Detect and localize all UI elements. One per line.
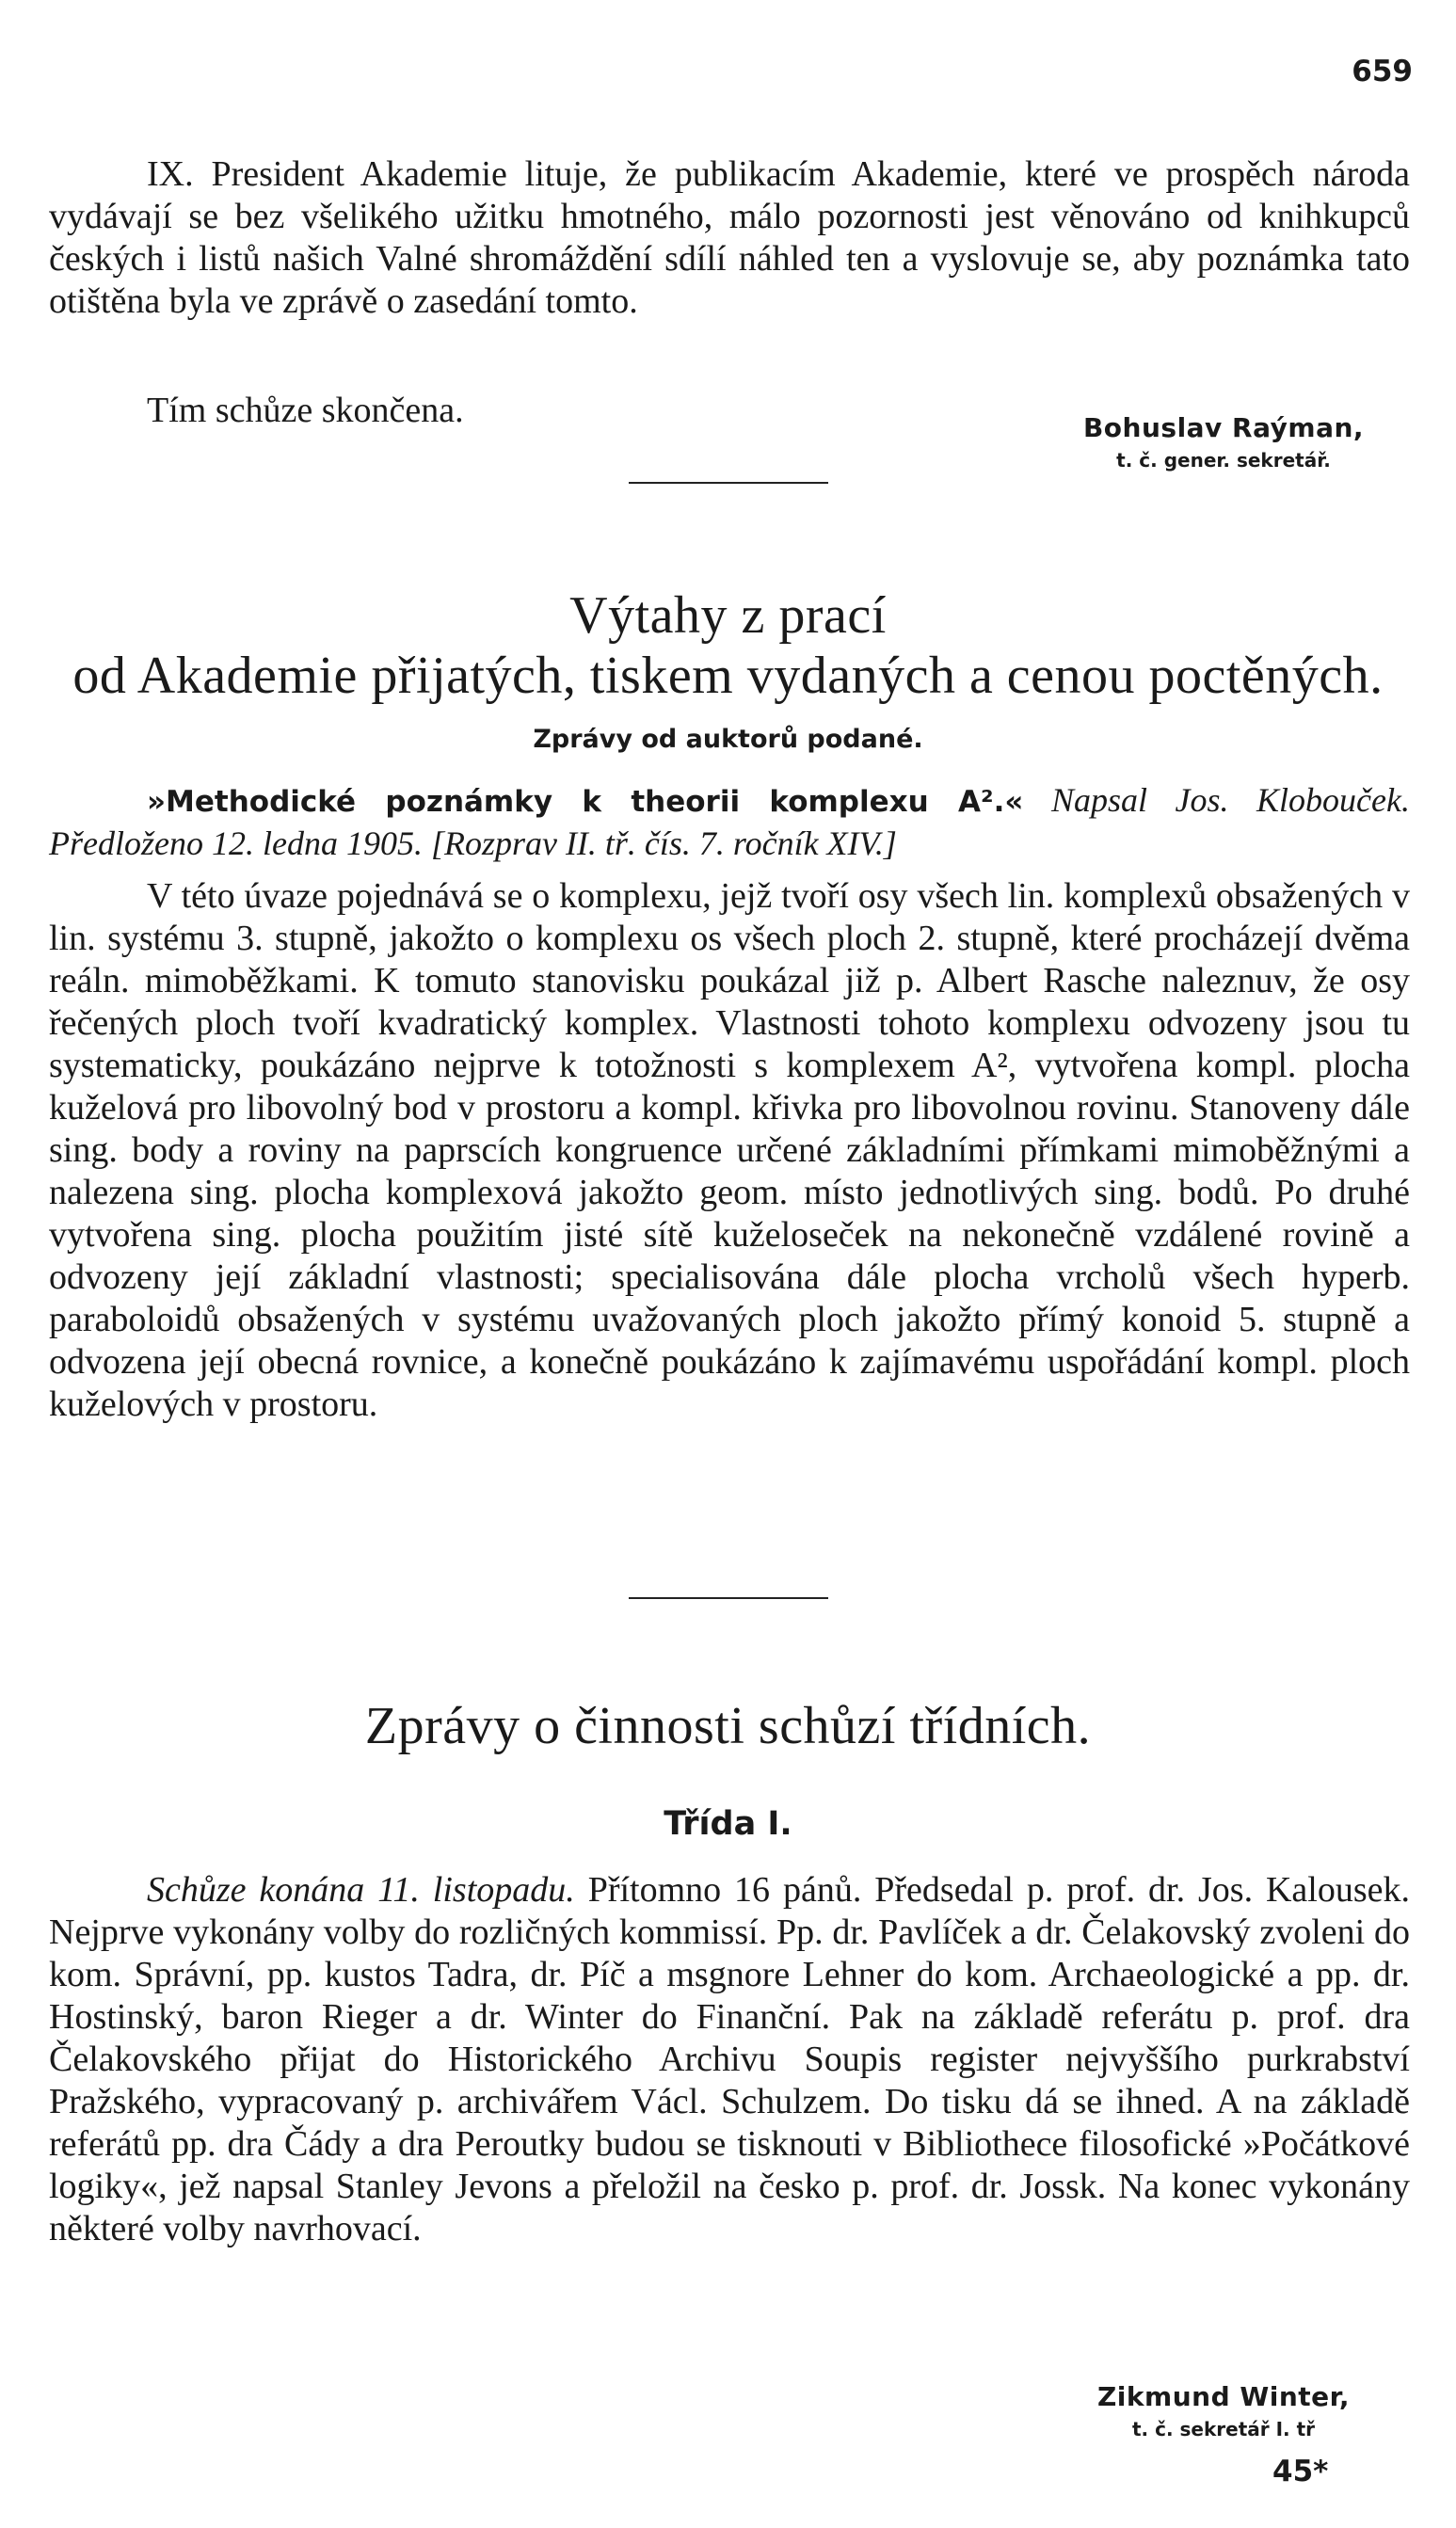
- signature-title: t. č. gener. sekretář.: [1116, 449, 1331, 472]
- session-body: Přítomno 16 pánů. Předsedal p. prof. dr. Jos. Kalousek. Nejprve vykonány volby do rozličných kommissí. Pp. dr. Pavlíček a dr. Čelakovský zvoleni do kom. Správní, pp. kustos Tadra, dr. Píč a msgnore Lehner do kom. Archaeologické a pp. dr. Hostinský, baron Rieger a dr. Winter do Finanční. Pak na základě referátu p. prof. dra Čelakovského přijat do Historického Archivu Soupis register nejvyššího purkrabství Pražského, vypracovaný p. archivářem Václ. Schulzem. Do tisku dá se ihned. A na základě referátů pp. dra Čády a dra Peroutky budou se tisknouti v Bibliothece filosofické »Počátkové logiky«, jež napsal Stanley Jevons a přeložil na česko p. prof. dr. Jossk. Na konec vykonány některé volby navrhovací.: [49, 1870, 1411, 2248]
- signature-block-secretary: [1035, 412, 1412, 472]
- president-paragraph: [49, 153, 1410, 323]
- folio-mark: 45*: [1272, 2455, 1329, 2488]
- abstract-paragraph: [49, 875, 1410, 1426]
- signature-name: Zikmund Winter,: [1097, 2381, 1350, 2412]
- abstract-text: V této úvaze pojednává se o komplexu, jejž tvoří osy všech lin. komplexů obsažených v lin. systému 3. stupně, jakožto o komplexu os všech ploch 2. stupně, které procházejí dvěma reáln. mimoběžkami. K tomuto stanovisku poukázal již p. Albert Rasche naleznuv, že osy řečených ploch tvoří kvadratický komplex. Vlastnosti tohoto komplexu odvozeny jsou tu systematicky, poukázáno nejprve k totožnosti s komplexem A², vytvořena kompl. plocha kuželová pro libovolný bod v prostoru a kompl. křivka pro libovolnou rovinu. Stanoveny dále sing. body a roviny na paprscích kongruence určené základními přímkami mimoběžnými a nalezena sing. plocha komplexová jakožto geom. místo jednotlivých sing. bodů. Po druhé vytvořena sing. plocha použitím jisté sítě kuželoseček na nekonečně vzdálené rovině a odvozeny její základní vlastnosti; specialisována dále plocha vrcholů všech hyperb. paraboloidů obsažených v systému uvažovaných ploch jakožto přímý konoid 5. stupně a odvozena její obecná rovnice, a konečně poukázáno k zajímavému uspořádání kompl. ploch kuželových v prostoru.: [49, 876, 1410, 1424]
- signature-name: Bohuslav Raýman,: [1082, 412, 1365, 443]
- class-reports-heading: Zprávy o činnosti schůzí třídních.: [364, 1697, 1092, 1755]
- section-divider: [629, 1597, 828, 1599]
- citation: [49, 779, 1410, 864]
- president-paragraph-text: IX. President Akademie lituje, že publikacím Akademie, které ve prospěch národa vydávají se bez všelikého užitku hmotného, málo pozornosti jest věnováno od knihkupců českých i listů našich Valné shromáždění sdílí náhled ten a vyslovuje se, aby poznámka tato otištěna byla ve zprávě o zasedání tomto.: [49, 154, 1410, 321]
- class-title: Třída I.: [664, 1805, 792, 1843]
- authors-reports-subheading: Zprávy od auktorů podané.: [533, 725, 923, 754]
- extracts-heading: [0, 585, 1456, 706]
- citation-title: »Methodické poznámky k theorii komplexu A².«: [147, 785, 1024, 819]
- citation-details: Napsal Jos. Klobouček. Předloženo 12. ledna 1905. [Rozprav II. tř. čís. 7. ročník XIV.]: [49, 781, 1410, 862]
- page-number: 659: [1352, 55, 1413, 88]
- citation-text: [49, 779, 1410, 864]
- extracts-heading-line2: od Akademie přijatých, tiskem vydaných a cenou poctěných.: [72, 647, 1384, 705]
- session-closed-text: Tím schůze skončena.: [147, 391, 464, 430]
- session-paragraph: [49, 1869, 1410, 2250]
- section-divider: [629, 482, 828, 484]
- session-text: [49, 1869, 1410, 2250]
- extracts-heading-line1: Výtahy z prací: [569, 586, 887, 645]
- session-opening: Schůze konána 11. listopadu.: [147, 1870, 575, 1910]
- signature-title: t. č. sekretář I. tř: [1131, 2418, 1316, 2440]
- signature-block-class-secretary: [1035, 2381, 1412, 2440]
